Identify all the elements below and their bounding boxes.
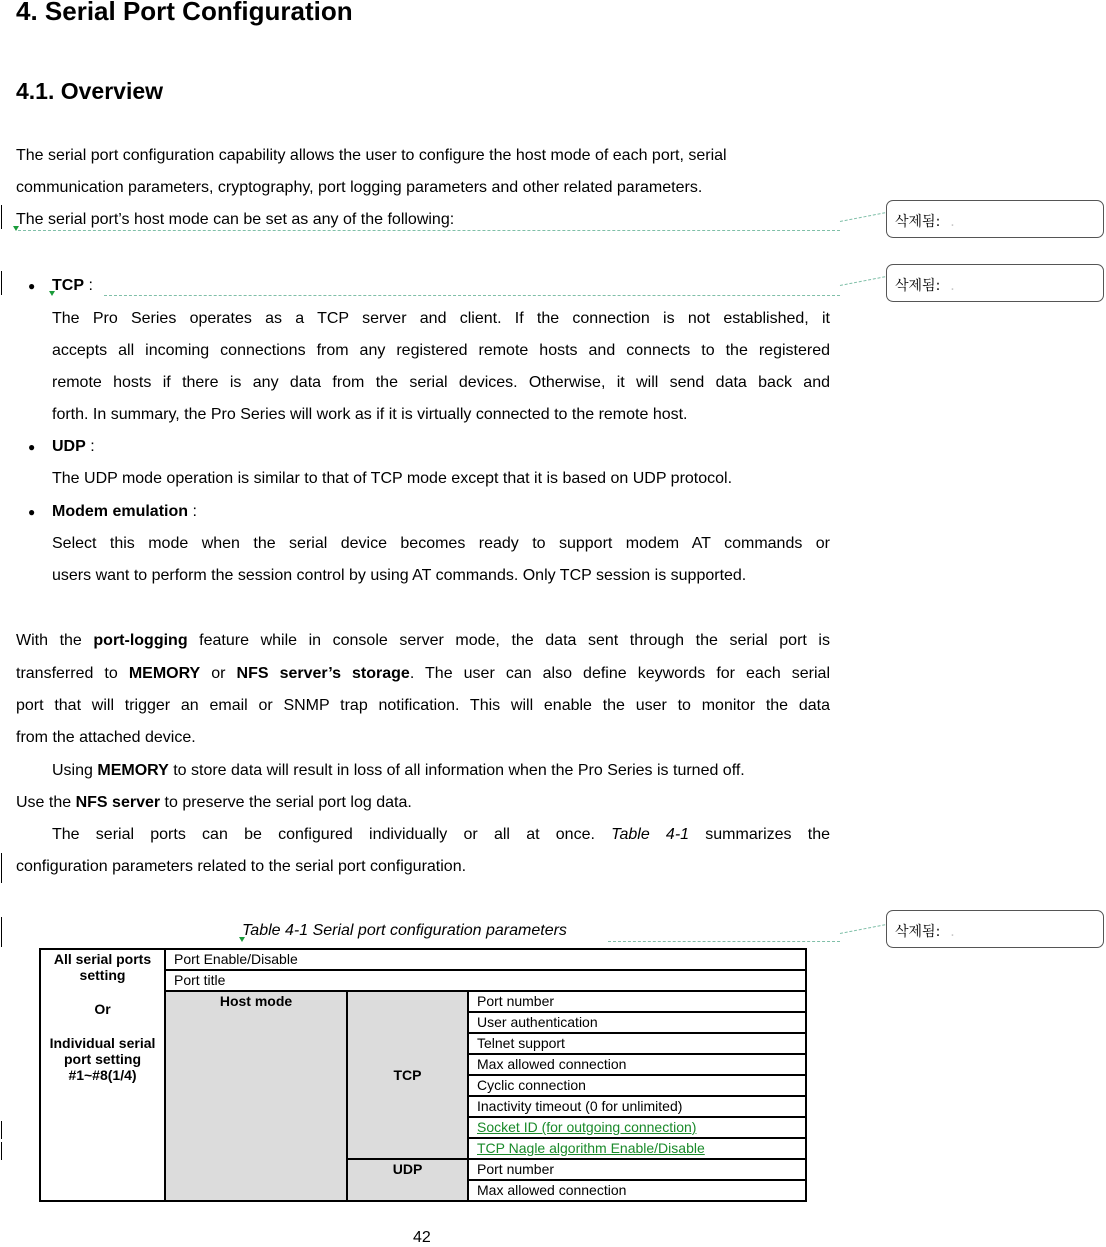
change-bar xyxy=(1,853,2,883)
logging-line-8: configuration parameters related to the serial port configuration. xyxy=(16,858,467,875)
tcp-desc-line: The Pro Series operates as a TCP server and client. If the connection is not established, it xyxy=(52,310,830,327)
modem-term-line: Modem emulation : xyxy=(52,503,197,520)
host-mode-cell: Host mode xyxy=(165,991,347,1201)
config-parameters-table xyxy=(39,948,807,1202)
logging-line-6: Use the NFS server to preserve the serial port log data. xyxy=(16,794,412,811)
tcp-desc-line: accepts all incoming connections from any registered remote hosts and connects to the registered xyxy=(52,342,830,359)
intro-line-3: The serial port’s host mode can be set as any of the following: xyxy=(16,211,455,228)
revision-balloon[interactable]: 삭제됨: . xyxy=(886,264,1104,302)
logging-line-2: transferred to MEMORY or NFS server’s storage. The user can also define keywords for each serial xyxy=(16,665,831,682)
table-cell: Port title xyxy=(165,970,806,991)
table-cell: Inactivity timeout (0 for unlimited) xyxy=(468,1096,806,1117)
table-cell: Port number xyxy=(468,991,806,1012)
table-caption: Table 4-1 Serial port configuration parameters xyxy=(242,922,567,939)
modem-desc-line: users want to perform the session control by using AT commands. Only TCP session is supported. xyxy=(52,567,747,584)
revision-balloon[interactable]: 삭제됨: . xyxy=(886,910,1104,948)
tcp-desc-line: forth. In summary, the Pro Series will work as if it is virtually connected to the remote host. xyxy=(52,406,688,423)
udp-cell: UDP xyxy=(347,1159,468,1201)
logging-line-5: Using MEMORY to store data will result in loss of all information when the Pro Series is turned off. xyxy=(52,762,745,779)
section-title: 4.1. Overview xyxy=(16,78,164,104)
revision-leader-line xyxy=(18,230,840,231)
change-bar xyxy=(1,271,2,295)
udp-term-line: UDP : xyxy=(52,438,95,455)
table-cell: User authentication xyxy=(468,1012,806,1033)
logging-line-4: from the attached device. xyxy=(16,729,196,746)
change-bar xyxy=(1,205,2,229)
revision-leader-connector xyxy=(840,212,885,222)
table-cell: Max allowed connection xyxy=(468,1180,806,1201)
table-cell-inserted: TCP Nagle algorithm Enable/Disable xyxy=(468,1138,806,1159)
change-bar xyxy=(1,1121,2,1139)
logging-line-7: The serial ports can be configured individually or all at once. Table 4-1 summarizes the xyxy=(52,826,830,843)
revision-leader-connector xyxy=(840,924,885,934)
revision-leader-line xyxy=(104,295,840,296)
tcp-term-line: TCP : xyxy=(52,277,93,294)
table-cell: Port Enable/Disable xyxy=(165,949,806,970)
logging-line-1: With the port-logging feature while in console server mode, the data sent through the serial port is xyxy=(16,632,830,649)
modem-desc-line: Select this mode when the serial device becomes ready to support modem AT commands or xyxy=(52,535,830,552)
udp-desc-line: The UDP mode operation is similar to that of TCP mode except that it is based on UDP protocol. xyxy=(52,470,733,487)
tcp-cell: TCP xyxy=(347,991,468,1159)
table-group-cell: All serial ports setting Or Individual serial port setting #1~#8(1/4) xyxy=(40,949,165,1201)
change-bar xyxy=(1,1142,2,1160)
revision-balloon[interactable]: 삭제됨: . xyxy=(886,200,1104,238)
table-cell: Cyclic connection xyxy=(468,1075,806,1096)
intro-line-1: The serial port configuration capability allows the user to configure the host mode of each port, serial xyxy=(16,147,727,164)
tcp-desc-line: remote hosts if there is any data from the serial devices. Otherwise, it will send data back and xyxy=(52,374,830,391)
bullet-icon: ● xyxy=(28,440,36,454)
table-cell-inserted: Socket ID (for outgoing connection) xyxy=(468,1117,806,1138)
bullet-icon: ● xyxy=(28,505,36,519)
change-bar xyxy=(1,917,2,947)
table-cell: Telnet support xyxy=(468,1033,806,1054)
revision-leader-line xyxy=(608,941,840,942)
table-cell: Port number xyxy=(468,1159,806,1180)
page-number: 42 xyxy=(413,1229,431,1246)
intro-line-2: communication parameters, cryptography, port logging parameters and other related parameters. xyxy=(16,179,703,196)
table-cell: Max allowed connection xyxy=(468,1054,806,1075)
logging-line-3: port that will trigger an email or SNMP trap notification. This will enable the user to monitor the data xyxy=(16,697,830,714)
bullet-icon: ● xyxy=(28,279,36,293)
table-row xyxy=(40,949,806,970)
revision-leader-connector xyxy=(840,276,885,286)
page-title: 4. Serial Port Configuration xyxy=(16,0,353,26)
